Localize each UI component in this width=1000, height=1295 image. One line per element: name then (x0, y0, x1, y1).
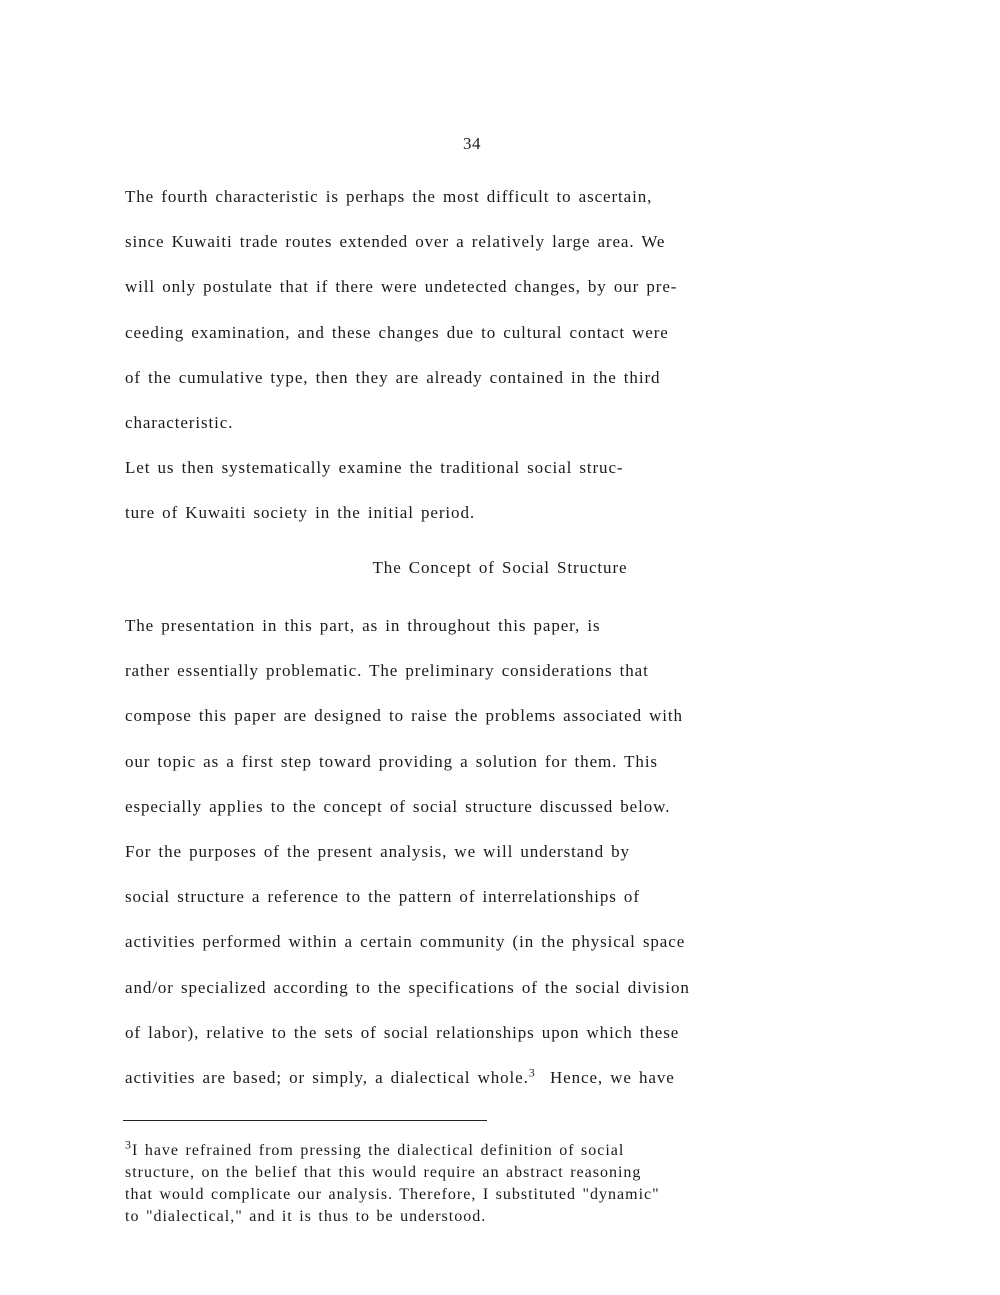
footnote-text: I have refrained from pressing the dialectical definition of social structure, on the belief that this would require an abstract reasoning that would complicate our analysis. Therefore, I substituted "dynamic" to "dialectical," and it is thus to be understood. (125, 1142, 660, 1225)
paragraph-tail: Hence, we have (535, 1068, 675, 1088)
page-number: 34 (463, 134, 481, 153)
footnote-reference: 3 (528, 1065, 536, 1080)
paragraph-purposes (125, 829, 865, 1100)
paragraph-presentation: The presentation in this part, as in throughout this paper, is rather essentially problematic. The preliminary considerations that compose this paper are designed to raise the problems associated with our topic as a first step toward providing a solution for them. This especially applies to the concept of social structure discussed below. (125, 616, 683, 816)
body-text-top (125, 174, 865, 536)
paragraph-purposes-text: For the purposes of the present analysis, we will understand by social structure a reference to the pattern of interrelationships of activities performed within a certain community (in the physical space and/or specialized according to the specifications of the social division of labor), relative to the sets of social relationships upon which these activities are based; or simply, a dialectical whole. (125, 842, 690, 1088)
paragraph-fourth-characteristic: The fourth characteristic is perhaps the most difficult to ascertain, since Kuwaiti trade routes extended over a relatively large area. We will only postulate that if there were undetected changes, by our pre- ceeding examination, and these changes due to cultural contact were of the cumulative type, then they are already contained in the third characteristic. (125, 187, 678, 433)
paragraph-examine-structure: Let us then systematically examine the traditional social struc- ture of Kuwaiti society in the initial period. (125, 458, 624, 523)
footnote-divider (123, 1120, 487, 1121)
body-text-section (125, 603, 865, 1100)
section-heading: The Concept of Social Structure (372, 558, 628, 577)
footnote (125, 1137, 870, 1228)
footnote-marker: 3 (125, 1137, 132, 1152)
